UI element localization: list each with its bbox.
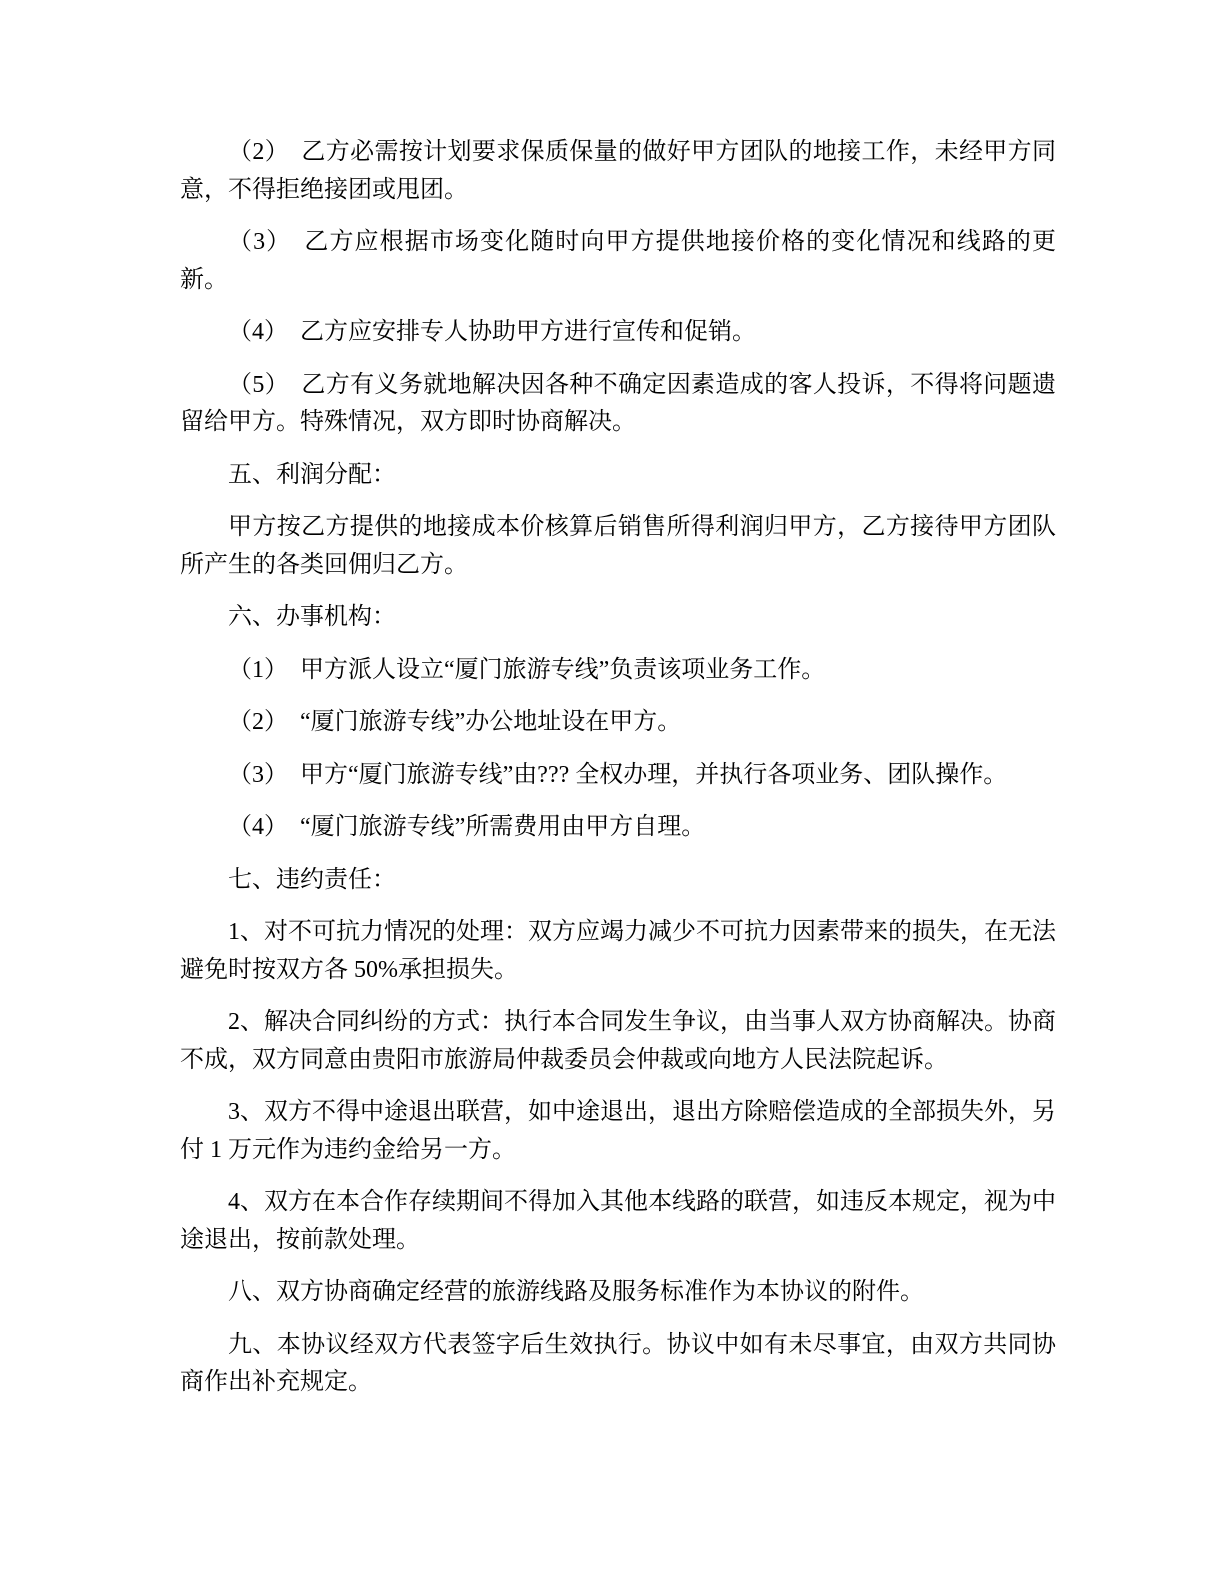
section-7-heading-breach-liability: 七、违约责任： <box>228 866 396 893</box>
section-7-item-4: 4、双方在本合作存续期间不得加入其他本线路的联营，如违反本规定，视为中途退出，按前款处理。 <box>180 1189 1056 1253</box>
section-7-item-3: 3、双方不得中途退出联营，如中途退出，退出方除赔偿造成的全部损失外，另付 1 万元作为违约金给另一方。 <box>180 1099 1056 1163</box>
section-7-item-1: 1、对不可抗力情况的处理：双方应竭力减少不可抗力因素带来的损失，在无法避免时按双方各 50%承担损失。 <box>180 919 1056 983</box>
clause-item-2: （2） 乙方必需按计划要求保质保量的做好甲方团队的地接工作，未经甲方同意，不得拒绝接团或甩团。 <box>180 139 1056 203</box>
clause-item-4: （4） 乙方应安排专人协助甲方进行宣传和促销。 <box>228 319 756 345</box>
section-6-heading-office-organization: 六、办事机构： <box>228 604 396 630</box>
clause-item-5: （5） 乙方有义务就地解决因各种不确定因素造成的客人投诉，不得将问题遗留给甲方。特殊情况，双方即时协商解决。 <box>180 371 1056 435</box>
section-7-item-2: 2、解决合同纠纷的方式：执行本合同发生争议，由当事人双方协商解决。协商不成，双方同意由贵阳市旅游局仲裁委员会仲裁或向地方人民法院起诉。 <box>180 1009 1056 1073</box>
section-9-clause: 九、本协议经双方代表签字后生效执行。协议中如有未尽事宜，由双方共同协商作出补充规定。 <box>180 1331 1056 1395</box>
section-5-body: 甲方按乙方提供的地接成本价核算后销售所得利润归甲方，乙方接待甲方团队所产生的各类回佣归乙方。 <box>180 514 1056 578</box>
clause-item-3: （3） 乙方应根据市场变化随时向甲方提供地接价格的变化情况和线路的更新。 <box>180 229 1056 293</box>
section-6-item-1: （1） 甲方派人设立“厦门旅游专线”负责该项业务工作。 <box>228 656 826 683</box>
section-8-clause: 八、双方协商确定经营的旅游线路及服务标准作为本协议的附件。 <box>228 1279 924 1305</box>
section-6-item-3: （3） 甲方“厦门旅游专线”由??? 全权办理，并执行各项业务、团队操作。 <box>228 761 1008 788</box>
section-6-item-2: （2） “厦门旅游专线”办公地址设在甲方。 <box>228 709 682 735</box>
section-6-item-4: （4） “厦门旅游专线”所需费用由甲方自理。 <box>228 814 706 840</box>
section-5-heading-profit-distribution: 五、利润分配： <box>228 461 396 488</box>
